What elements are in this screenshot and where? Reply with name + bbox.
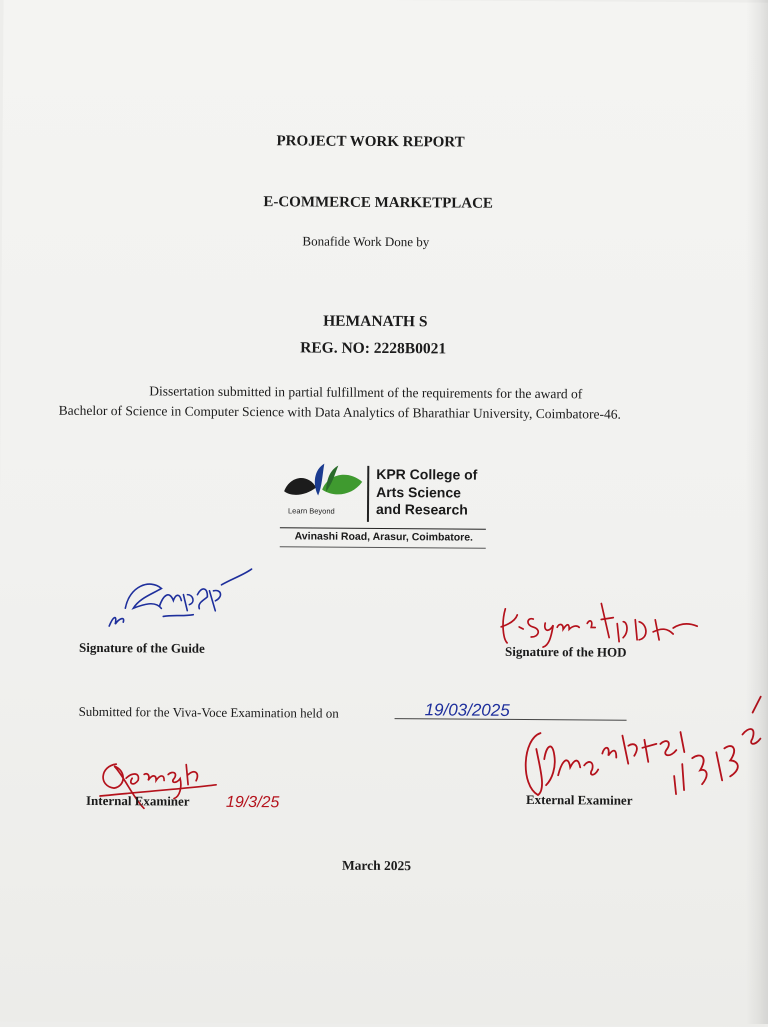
logo-tagline: Learn Beyond	[287, 506, 335, 516]
guide-signature-label: Signature of the Guide	[78, 639, 205, 656]
college-name	[376, 466, 477, 519]
college-logo	[280, 461, 491, 552]
college-name-line-3: and Research	[375, 500, 468, 518]
external-examiner-label: External Examiner	[525, 791, 633, 808]
viva-voce-label: Submitted for the Viva-Voce Examination held on	[78, 703, 339, 721]
guide-signature	[103, 564, 253, 637]
page-edge-shadow	[746, 0, 768, 1024]
dissertation-line-1: Dissertation submitted in partial fulfillment of the requirements for the award of	[149, 383, 583, 402]
external-examiner-signature	[516, 689, 767, 801]
college-name-line-2: Arts Science	[376, 483, 462, 501]
registration-number: REG. NO: 2228B0021	[300, 339, 447, 358]
report-title: PROJECT WORK REPORT	[276, 133, 465, 151]
viva-date-text: 19/03/2025	[424, 700, 510, 720]
student-name: HEMANATH S	[323, 312, 428, 331]
internal-date-handwritten	[222, 785, 322, 816]
logo-divider	[367, 466, 369, 522]
internal-examiner-label: Internal Examiner	[85, 792, 190, 809]
submission-date: March 2025	[341, 857, 412, 874]
internal-date-text: 19/3/25	[225, 793, 280, 812]
college-name-line-1: KPR College of	[376, 465, 478, 483]
dissertation-line-2: Bachelor of Science in Computer Science with Data Analytics of Bharathiar University, Coimbatore-46.	[58, 402, 621, 422]
logo-rule-bottom	[280, 546, 486, 548]
bonafide-text: Bonafide Work Done by	[302, 233, 430, 250]
leaf-logo-icon	[282, 461, 368, 508]
college-address: Avinashi Road, Arasur, Coimbatore.	[294, 530, 474, 544]
hod-signature-label: Signature of the HOD	[504, 643, 627, 660]
project-title: E-COMMERCE MARKETPLACE	[263, 194, 493, 212]
